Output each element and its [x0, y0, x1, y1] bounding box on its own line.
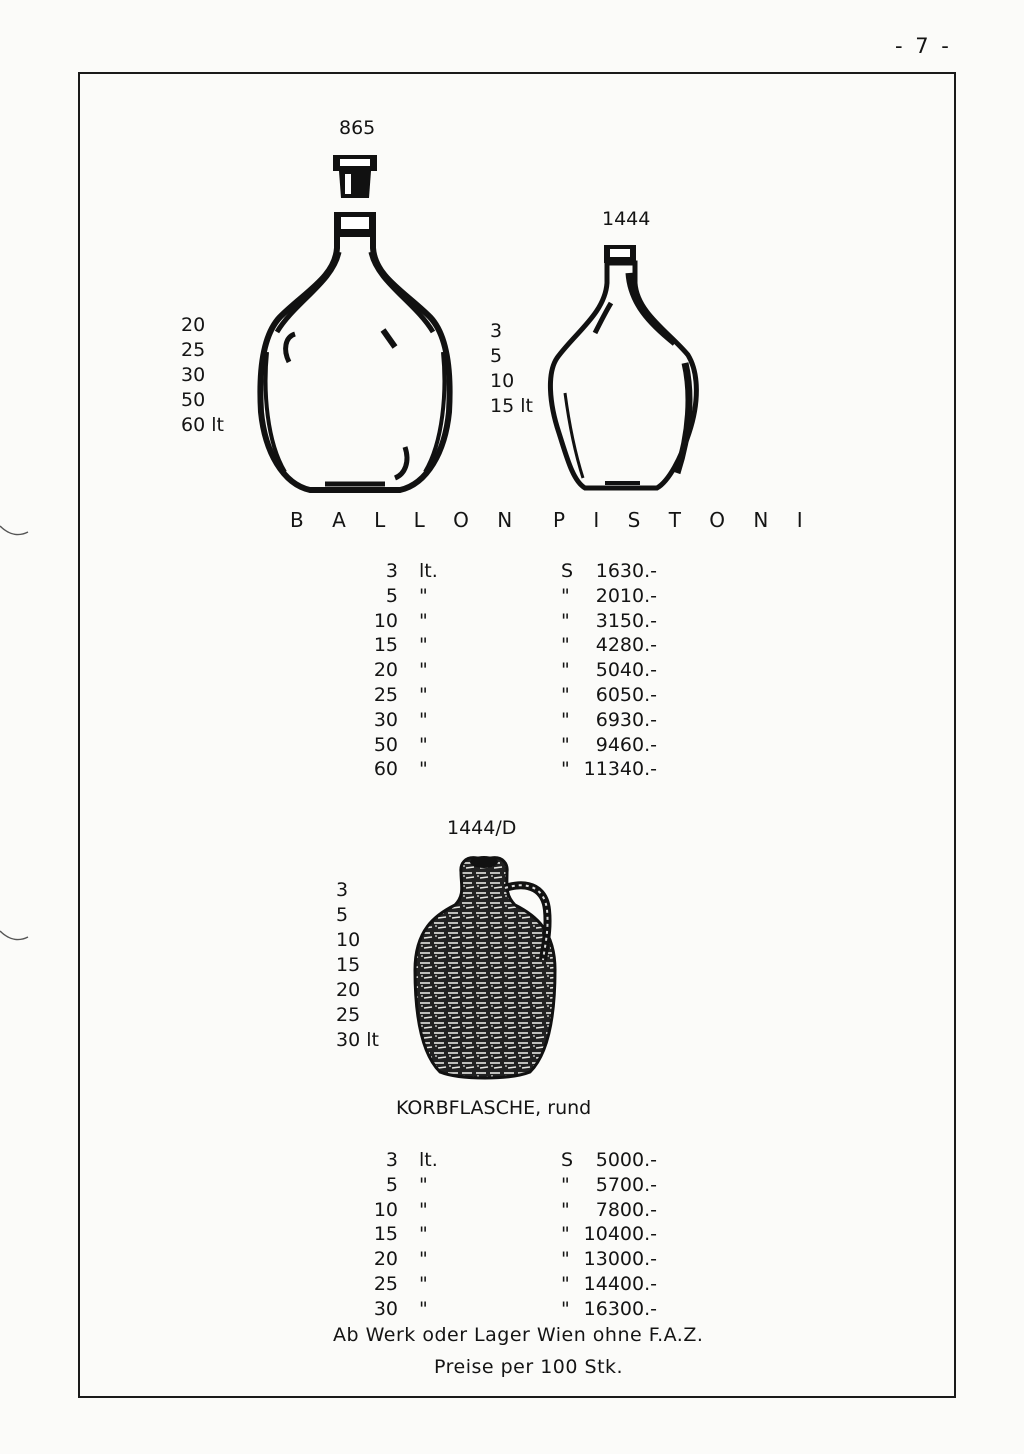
price-row: [312, 1298, 657, 1323]
price-cell: 1630.-: [595, 560, 657, 582]
currency-cell: ": [561, 634, 570, 657]
unit-cell: ": [419, 1272, 428, 1295]
price-row: [312, 758, 657, 783]
currency-cell: ": [561, 1297, 570, 1320]
price-cell: 14400.-: [583, 1272, 657, 1295]
price-cell: 13000.-: [583, 1248, 657, 1271]
capacity-value: 10: [490, 370, 515, 392]
currency-cell: ": [561, 708, 570, 731]
currency-cell: ": [561, 1223, 570, 1246]
capacity-value: 20: [336, 979, 361, 1001]
size-cell: 30: [373, 1297, 398, 1320]
capacity-value: 25: [336, 1004, 361, 1026]
flask-bottle-icon: [545, 243, 700, 493]
size-cell: 20: [373, 659, 398, 682]
size-cell: 10: [373, 609, 398, 632]
price-row: [312, 684, 657, 709]
capacity-value: 15: [336, 954, 361, 976]
korbflasche-capacity-list: [336, 878, 379, 1053]
unit-cell: ": [419, 758, 428, 781]
page-number: - 7 -: [895, 34, 952, 58]
unit-cell: ": [419, 1248, 428, 1271]
unit-cell: ": [419, 1198, 428, 1221]
price-cell: 3150.-: [595, 609, 657, 632]
price-row: [312, 1174, 657, 1199]
price-cell: 10400.-: [583, 1223, 657, 1246]
capacity-value: 50: [181, 389, 206, 411]
capacity-value: 30 lt: [336, 1029, 379, 1051]
wicker-bottle-icon: [405, 850, 565, 1082]
currency-cell: ": [561, 758, 570, 781]
capacity-value: 3: [490, 320, 503, 342]
currency-cell: ": [561, 733, 570, 756]
korbflasche-title: KORBFLASCHE, rund: [396, 1097, 592, 1119]
currency-cell: ": [561, 1173, 570, 1196]
currency-cell: ": [561, 683, 570, 706]
size-cell: 3: [385, 560, 398, 582]
price-row: [312, 610, 657, 635]
currency-cell: ": [561, 659, 570, 682]
capacity-value: 25: [181, 339, 206, 361]
capacity-value: 10: [336, 929, 361, 951]
price-cell: 5700.-: [595, 1173, 657, 1196]
punch-hole-mark: [0, 520, 30, 540]
unit-cell: ": [419, 708, 428, 731]
price-row: [312, 659, 657, 684]
unit-cell: ": [419, 584, 428, 607]
capacity-value: 5: [336, 904, 349, 926]
price-cell: 6050.-: [595, 683, 657, 706]
demijohn-bottle-icon: [255, 152, 455, 497]
currency-cell: S: [561, 1149, 574, 1171]
price-row: [312, 1149, 657, 1174]
price-cell: 5040.-: [595, 659, 657, 682]
price-row: [312, 560, 657, 585]
size-cell: 30: [373, 708, 398, 731]
size-cell: 15: [373, 1223, 398, 1246]
ballon-pistoni-price-table: [312, 560, 657, 783]
unit-cell: lt.: [419, 1149, 438, 1171]
capacity-value: 30: [181, 364, 206, 386]
price-row: [312, 1248, 657, 1273]
unit-cell: ": [419, 683, 428, 706]
size-cell: 5: [385, 1173, 398, 1196]
price-cell: 4280.-: [595, 634, 657, 657]
price-row: [312, 634, 657, 659]
price-unit-note: Preise per 100 Stk.: [434, 1356, 624, 1378]
capacity-value: 5: [490, 345, 503, 367]
unit-cell: lt.: [419, 560, 438, 582]
price-row: [312, 709, 657, 734]
unit-cell: ": [419, 1173, 428, 1196]
unit-cell: ": [419, 609, 428, 632]
ballon-capacity-list: [181, 313, 224, 438]
size-cell: 25: [373, 683, 398, 706]
price-cell: 16300.-: [583, 1297, 657, 1320]
size-cell: 5: [385, 584, 398, 607]
unit-cell: ": [419, 1223, 428, 1246]
currency-cell: ": [561, 1248, 570, 1271]
size-cell: 60: [373, 758, 398, 781]
korbflasche-price-table: [312, 1149, 657, 1323]
pistoni-title: P I S T O N I: [553, 508, 814, 532]
unit-cell: ": [419, 733, 428, 756]
ballon-model-number: 865: [339, 117, 376, 139]
price-row: [312, 1223, 657, 1248]
currency-cell: S: [561, 560, 574, 582]
currency-cell: ": [561, 584, 570, 607]
pistoni-model-number: 1444: [602, 208, 651, 230]
unit-cell: ": [419, 659, 428, 682]
capacity-value: 3: [336, 879, 349, 901]
capacity-value: 15 lt: [490, 395, 533, 417]
punch-hole-mark: [0, 925, 30, 945]
size-cell: 50: [373, 733, 398, 756]
korbflasche-model-number: 1444/D: [447, 817, 517, 839]
size-cell: 20: [373, 1248, 398, 1271]
price-cell: 2010.-: [595, 584, 657, 607]
currency-cell: ": [561, 1272, 570, 1295]
price-cell: 9460.-: [595, 733, 657, 756]
currency-cell: ": [561, 609, 570, 632]
price-row: [312, 585, 657, 610]
capacity-value: 20: [181, 314, 206, 336]
unit-cell: ": [419, 634, 428, 657]
capacity-value: 60 lt: [181, 414, 224, 436]
size-cell: 10: [373, 1198, 398, 1221]
price-row: [312, 1199, 657, 1224]
unit-cell: ": [419, 1297, 428, 1320]
price-cell: 6930.-: [595, 708, 657, 731]
currency-cell: ": [561, 1198, 570, 1221]
ballon-title: B A L L O N: [290, 508, 524, 532]
pistoni-capacity-list: [490, 319, 533, 419]
size-cell: 25: [373, 1272, 398, 1295]
price-row: [312, 1273, 657, 1298]
price-cell: 11340.-: [583, 758, 657, 781]
delivery-terms: Ab Werk oder Lager Wien ohne F.A.Z.: [333, 1324, 704, 1346]
size-cell: 3: [385, 1149, 398, 1171]
price-cell: 5000.-: [595, 1149, 657, 1171]
size-cell: 15: [373, 634, 398, 657]
price-cell: 7800.-: [595, 1198, 657, 1221]
price-row: [312, 734, 657, 759]
